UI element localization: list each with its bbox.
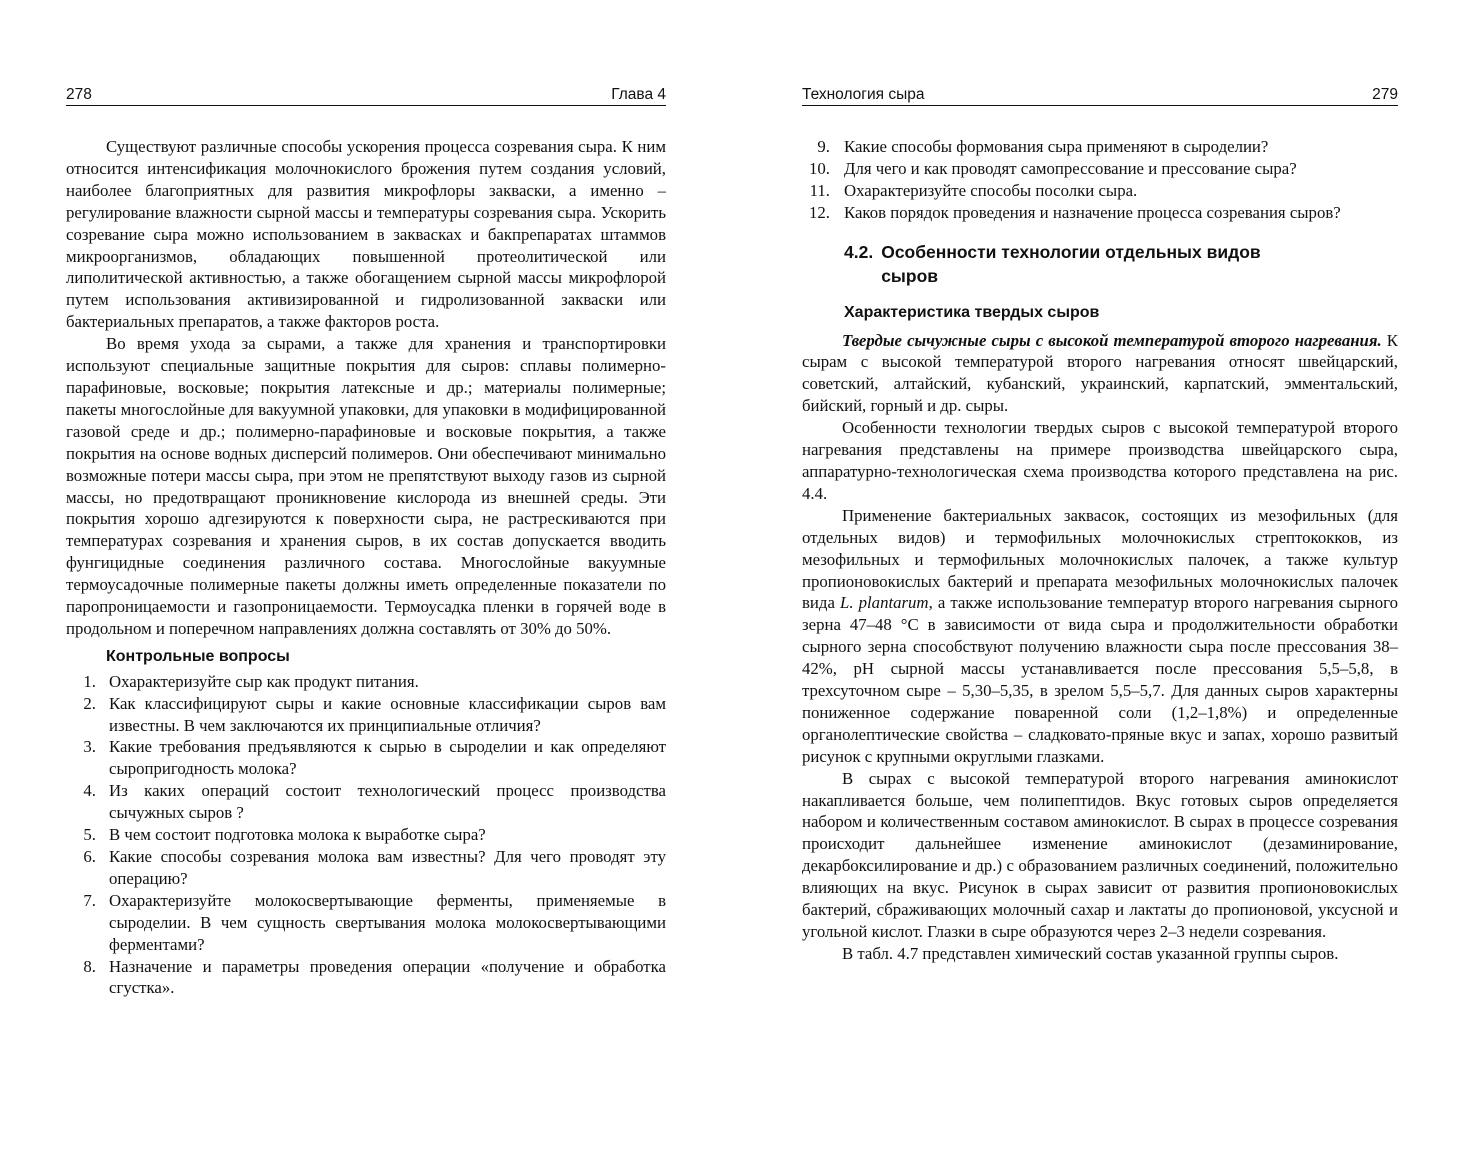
left-page bbox=[66, 82, 666, 999]
question-number: 4. bbox=[83, 781, 96, 801]
paragraph bbox=[802, 505, 1398, 768]
list-item bbox=[802, 158, 1398, 180]
section-number: 4.2. bbox=[844, 241, 874, 262]
question-text: Как классифицируют сыры и какие основные классификации сыров вам известны. В чем заключаются их принципиальные отличия? bbox=[109, 693, 666, 735]
questions-list bbox=[802, 136, 1398, 224]
paragraph-text: К сырам с высокой температурой второго нагревания относят швейцарский, советский, алтайский, кубанский, украинский, карпатский, эмментальский, бийский, горный и др. сыры. bbox=[802, 330, 1398, 416]
paragraph-text: Применение бактериальных заквасок, состоящих из мезофильных (для отдельных видов) и термофильных молочнокислых стрептококков, из мезофильных и термофильных молочнокислых палочек, а также культур пропионовокислых бактерий и препарата мезофильных молочнокислых палочек вида bbox=[802, 505, 1398, 613]
body-text bbox=[66, 136, 666, 999]
question-number: 6. bbox=[83, 847, 96, 866]
chapter-title: Глава 4 bbox=[611, 86, 666, 103]
list-item bbox=[66, 780, 666, 824]
question-text: Для чего и как проводят самопрессование и прессование сыра? bbox=[844, 158, 1297, 178]
list-item bbox=[802, 136, 1398, 158]
list-item bbox=[66, 956, 666, 1000]
section-title: Особенности технологии отдельных видов сыров bbox=[881, 241, 1261, 286]
body-text bbox=[802, 136, 1398, 965]
paragraph: Особенности технологии твердых сыров с высокой температурой второго нагревания представлены на примере производства швейцарского сыра, аппаратурно-технологическая схема производства которого представлена на рис. 4.4. bbox=[802, 418, 1398, 503]
question-number: 2. bbox=[83, 693, 96, 713]
question-text: Назначение и параметры проведения операции «получение и обработка сгустка». bbox=[109, 956, 666, 998]
question-text: Охарактеризуйте сыр как продукт питания. bbox=[109, 671, 419, 691]
right-page bbox=[802, 82, 1398, 965]
running-title: Технология сыра bbox=[802, 86, 925, 103]
subsection-heading: Характеристика твердых сыров bbox=[844, 303, 1100, 321]
question-text: Из каких операций состоит технологический процесс производства сычужных сыров ? bbox=[109, 781, 666, 823]
list-item bbox=[66, 846, 666, 890]
question-number: 8. bbox=[83, 956, 96, 976]
list-item bbox=[66, 736, 666, 780]
list-item bbox=[66, 693, 666, 737]
list-item bbox=[802, 202, 1398, 224]
question-text: Каков порядок проведения и назначение процесса созревания сыров? bbox=[844, 202, 1341, 222]
question-number: 1. bbox=[83, 671, 96, 691]
list-item bbox=[66, 824, 666, 846]
question-number: 12. bbox=[809, 202, 830, 222]
paragraph-text: , а также использование температур второго нагревания сырного зерна 47–48 °С в зависимости от вида сыра и продолжительности обработки сырного зерна способствуют получению влажности сыра после прессования 38–42%, pH сырной массы устанавливается после прессования 5,5–5,8, в трехсуточном сыре – 5,30–5,35, в зрелом 5,5–5,7. Для данных сыров характерны пониженное содержание поваренной соли (1,2–1,8%) и определенные органолептические свойства – сладковато-пряные вкус и запах, хорошо развитый рисунок с крупными округлыми глазками. bbox=[802, 593, 1399, 766]
paragraph: Существуют различные способы ускорения процесса созревания сыра. К ним относится интенсификация молочнокислого брожения путем создания условий, наиболее благоприятных для развития микрофлоры закваски, а именно – регулирование влажности сырной массы и температуры созревания сыра. Ускорить созревание сыра можно использованием в заквасках и бакпрепаратах штаммов микроорганизмов, обладающих повышенной протеолитической или липолитической активностью, а также обогащением сырной массы микрофлорой путем использования активизированной и гидролизованной закваски или бактериальных препаратов, а также факторов роста. bbox=[66, 137, 666, 332]
questions-heading: Контрольные вопросы bbox=[106, 647, 290, 665]
list-item bbox=[66, 671, 666, 693]
list-item bbox=[802, 180, 1398, 202]
question-text: Какие способы формования сыра применяют в сыроделии? bbox=[844, 137, 1269, 156]
question-text: Какие способы созревания молока вам известны? Для чего проводят эту операцию? bbox=[109, 847, 666, 888]
paragraph: В табл. 4.7 представлен химический состав указанной группы сыров. bbox=[842, 943, 1339, 963]
question-number: 3. bbox=[83, 737, 96, 757]
question-number: 11. bbox=[809, 180, 830, 200]
list-item bbox=[66, 890, 666, 956]
question-text: Охарактеризуйте молокосвертывающие ферменты, применяемые в сыроделии. В чем сущность свертывания молока молокосвертывающими ферментами? bbox=[109, 890, 666, 954]
paragraph: В сырах с высокой температурой второго нагревания аминокислот накапливается больше, чем полипептидов. Вкус готовых сыров определяется набором и количественным составом аминокислот. В сырах в процессе созревания происходит дальнейшее изменение аминокислот (дезаминирование, декарбоксилирование и др.) с образованием различных соединений, положительно влияющих на вкус. Рисунок в сырах зависит от развития пропионовокислых бактерий, сбраживающих молочный сахар и лактаты до пропионовой, уксусной и угольной кислот. Глазки в сыре образуются через 2–3 недели созревания. bbox=[802, 768, 1398, 941]
running-header bbox=[802, 82, 1398, 106]
page-number: 278 bbox=[66, 86, 92, 103]
lead-term: Твердые сычужные сыры с высокой температурой второго нагревания. bbox=[842, 330, 1382, 350]
question-text: В чем состоит подготовка молока к выработке сыра? bbox=[109, 825, 486, 845]
section-heading bbox=[844, 240, 1398, 288]
page-number: 279 bbox=[1372, 86, 1398, 103]
question-number: 9. bbox=[817, 137, 830, 156]
question-text: Какие требования предъявляются к сырью в сыроделии и как определяют сыропригодность молока? bbox=[109, 737, 666, 779]
running-header bbox=[66, 82, 666, 106]
questions-list bbox=[66, 671, 666, 1000]
question-text: Охарактеризуйте способы посолки сыра. bbox=[844, 180, 1138, 200]
question-number: 7. bbox=[83, 890, 96, 910]
paragraph: Во время ухода за сырами, а также для хранения и транспортировки используют специальные защитные покрытия для сыров: сплавы полимерно-парафиновые, восковые; покрытия латексные и др.; материалы полимерные; пакеты многослойные для вакуумной упаковки, для упаковки в модифицированной газовой среде и др.; полимерно-парафиновые и восковые покрытия, а также покрытия на основе водных дисперсий полимеров. Они обеспечивают минимально возможные потери массы сыра, при этом не препятствуют выходу газов из сырной массы, но предотвращают проникновение кислорода из внешней среды. Эти покрытия хорошо адгезируются к поверхности сыра, не растрескиваются при температурах созревания и хранения сыров, в их состав допускается вводить фунгицидные соединения различного состава. Многослойные вакуумные термоусадочные полимерные пакеты должны иметь определенные показатели по паропроницаемости и газопроницаемости. Термоусадка пленки в горячей воде в продольном и поперечном направлениях должна составлять от 30% до 50%. bbox=[66, 334, 666, 638]
species-name: L. plantarum bbox=[840, 593, 929, 613]
question-number: 10. bbox=[809, 158, 830, 178]
paragraph bbox=[802, 330, 1398, 418]
question-number: 5. bbox=[83, 825, 96, 845]
